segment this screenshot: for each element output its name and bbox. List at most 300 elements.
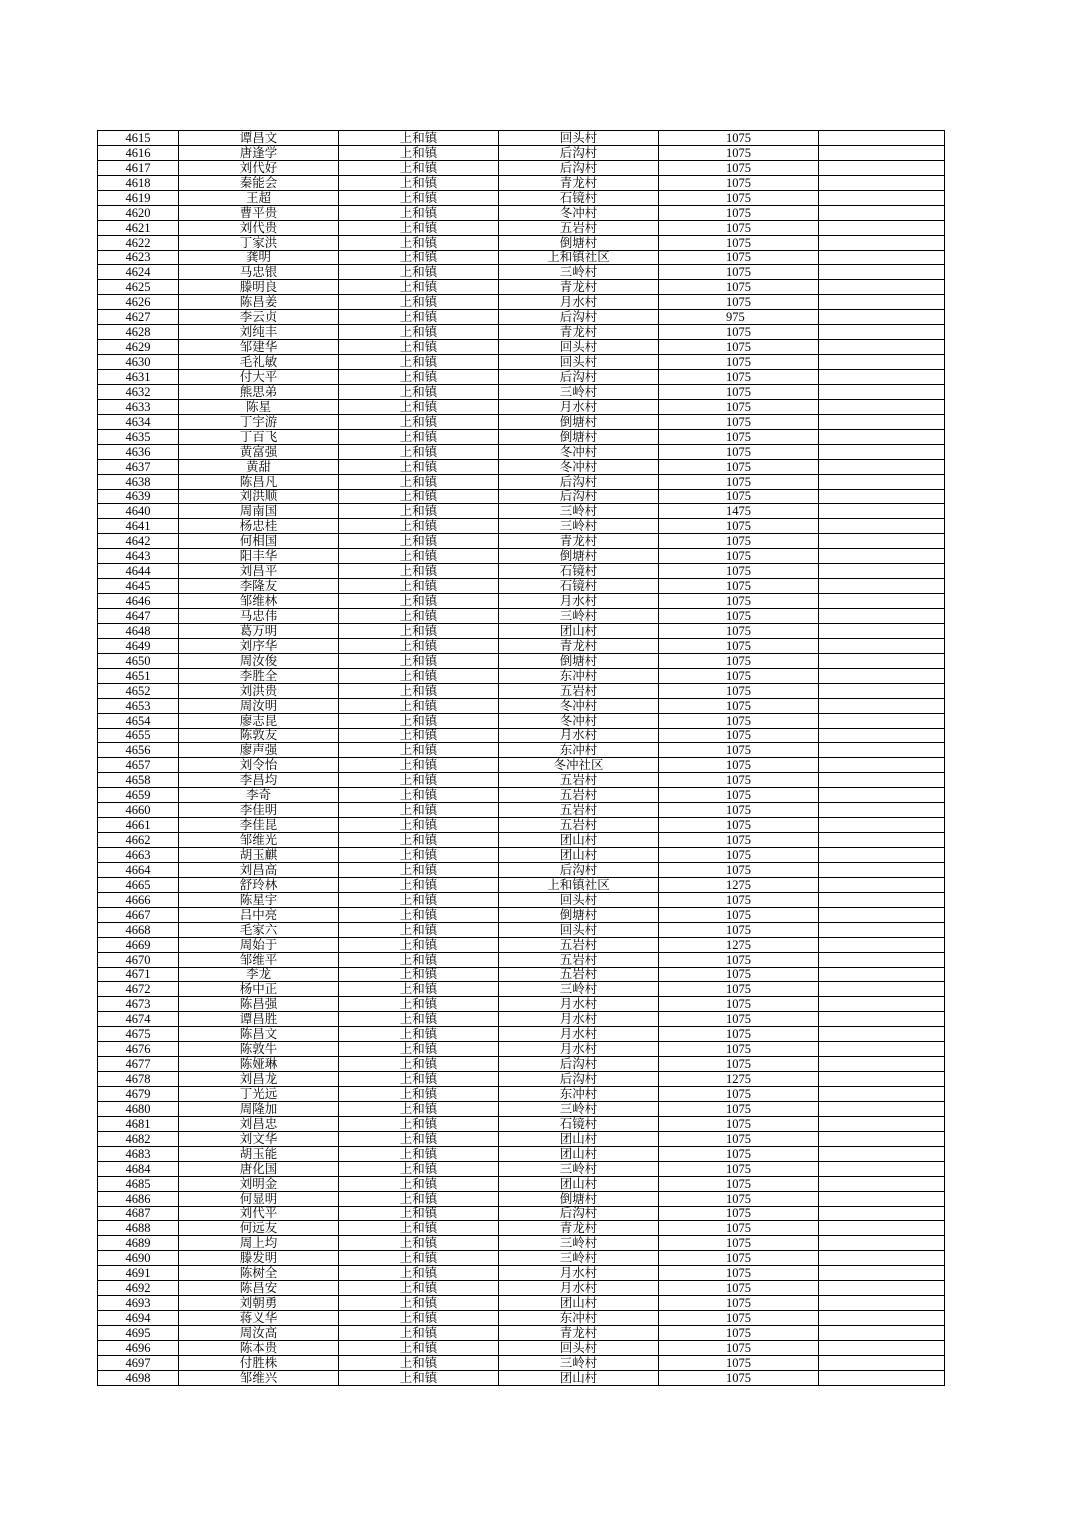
data-table <box>97 130 945 1386</box>
cell-name: 周上均 <box>179 1236 339 1251</box>
cell-name: 何显明 <box>179 1191 339 1206</box>
cell-town: 上和镇 <box>339 997 499 1012</box>
table-row <box>98 1116 945 1131</box>
cell-name: 丁宇游 <box>179 414 339 429</box>
cell-remark <box>819 414 945 429</box>
cell-remark <box>819 1221 945 1236</box>
cell-name: 陈树全 <box>179 1266 339 1281</box>
cell-name: 何相国 <box>179 534 339 549</box>
cell-town: 上和镇 <box>339 1116 499 1131</box>
cell-village: 倒塘村 <box>499 414 659 429</box>
cell-name: 刘序华 <box>179 638 339 653</box>
cell-village: 青龙村 <box>499 1326 659 1341</box>
cell-village: 团山村 <box>499 623 659 638</box>
cell-name: 黄甜 <box>179 459 339 474</box>
cell-number: 4697 <box>98 1355 179 1370</box>
cell-village: 三岭村 <box>499 1101 659 1116</box>
cell-remark <box>819 982 945 997</box>
cell-amount: 1075 <box>659 370 819 385</box>
cell-amount: 1075 <box>659 773 819 788</box>
cell-name: 廖志昆 <box>179 713 339 728</box>
cell-number: 4694 <box>98 1311 179 1326</box>
cell-village: 石镜村 <box>499 564 659 579</box>
cell-town: 上和镇 <box>339 355 499 370</box>
cell-remark <box>819 370 945 385</box>
cell-remark <box>819 967 945 982</box>
cell-remark <box>819 937 945 952</box>
cell-name: 邹维平 <box>179 952 339 967</box>
cell-village: 五岩村 <box>499 788 659 803</box>
cell-remark <box>819 1131 945 1146</box>
cell-town: 上和镇 <box>339 414 499 429</box>
cell-name: 刘洪顺 <box>179 489 339 504</box>
cell-village: 三岭村 <box>499 1161 659 1176</box>
cell-remark <box>819 235 945 250</box>
cell-number: 4663 <box>98 848 179 863</box>
cell-name: 邹建华 <box>179 340 339 355</box>
cell-name: 刘昌高 <box>179 862 339 877</box>
table-row <box>98 160 945 175</box>
cell-remark <box>819 638 945 653</box>
cell-number: 4669 <box>98 937 179 952</box>
cell-town: 上和镇 <box>339 1251 499 1266</box>
cell-name: 杨忠桂 <box>179 519 339 534</box>
cell-village: 月水村 <box>499 399 659 414</box>
cell-name: 付大平 <box>179 370 339 385</box>
cell-remark <box>819 429 945 444</box>
cell-amount: 1075 <box>659 220 819 235</box>
cell-number: 4631 <box>98 370 179 385</box>
table-row <box>98 937 945 952</box>
cell-town: 上和镇 <box>339 429 499 444</box>
cell-town: 上和镇 <box>339 1161 499 1176</box>
cell-name: 周始于 <box>179 937 339 952</box>
cell-amount: 1075 <box>659 788 819 803</box>
table-row <box>98 370 945 385</box>
table-row <box>98 175 945 190</box>
cell-name: 滕发明 <box>179 1251 339 1266</box>
cell-town: 上和镇 <box>339 1042 499 1057</box>
cell-village: 月水村 <box>499 1042 659 1057</box>
table-row <box>98 638 945 653</box>
cell-number: 4673 <box>98 997 179 1012</box>
cell-town: 上和镇 <box>339 1281 499 1296</box>
cell-remark <box>819 1311 945 1326</box>
cell-amount: 1075 <box>659 564 819 579</box>
cell-amount: 1075 <box>659 1057 819 1072</box>
cell-amount: 1075 <box>659 459 819 474</box>
table-row <box>98 1042 945 1057</box>
table-row <box>98 235 945 250</box>
cell-amount: 1075 <box>659 1176 819 1191</box>
cell-village: 月水村 <box>499 1281 659 1296</box>
cell-amount: 1275 <box>659 937 819 952</box>
cell-town: 上和镇 <box>339 399 499 414</box>
cell-remark <box>819 504 945 519</box>
cell-town: 上和镇 <box>339 220 499 235</box>
cell-amount: 1075 <box>659 295 819 310</box>
cell-town: 上和镇 <box>339 280 499 295</box>
cell-name: 李昌均 <box>179 773 339 788</box>
cell-village: 倒塘村 <box>499 653 659 668</box>
table-row <box>98 1146 945 1161</box>
cell-town: 上和镇 <box>339 877 499 892</box>
table-row <box>98 1355 945 1370</box>
cell-amount: 1075 <box>659 1012 819 1027</box>
cell-village: 青龙村 <box>499 1221 659 1236</box>
cell-amount: 1075 <box>659 1131 819 1146</box>
cell-remark <box>819 1101 945 1116</box>
cell-number: 4627 <box>98 310 179 325</box>
cell-number: 4672 <box>98 982 179 997</box>
cell-name: 胡玉麒 <box>179 848 339 863</box>
cell-number: 4648 <box>98 623 179 638</box>
cell-name: 刘纯丰 <box>179 325 339 340</box>
cell-village: 三岭村 <box>499 504 659 519</box>
cell-number: 4646 <box>98 594 179 609</box>
cell-number: 4670 <box>98 952 179 967</box>
table-row <box>98 862 945 877</box>
cell-remark <box>819 564 945 579</box>
cell-remark <box>819 594 945 609</box>
cell-village: 回头村 <box>499 892 659 907</box>
cell-name: 刘洪贵 <box>179 683 339 698</box>
cell-number: 4686 <box>98 1191 179 1206</box>
cell-name: 邹维林 <box>179 594 339 609</box>
table-row <box>98 653 945 668</box>
cell-remark <box>819 295 945 310</box>
cell-remark <box>819 907 945 922</box>
table-row <box>98 758 945 773</box>
cell-amount: 1075 <box>659 1087 819 1102</box>
cell-name: 胡玉能 <box>179 1146 339 1161</box>
cell-amount: 1075 <box>659 668 819 683</box>
cell-number: 4644 <box>98 564 179 579</box>
cell-town: 上和镇 <box>339 190 499 205</box>
cell-amount: 1075 <box>659 160 819 175</box>
table-row <box>98 265 945 280</box>
cell-town: 上和镇 <box>339 788 499 803</box>
cell-remark <box>819 683 945 698</box>
cell-amount: 1075 <box>659 414 819 429</box>
cell-number: 4647 <box>98 609 179 624</box>
cell-name: 周隆加 <box>179 1101 339 1116</box>
table-row <box>98 1296 945 1311</box>
cell-name: 陈昌凡 <box>179 474 339 489</box>
cell-town: 上和镇 <box>339 1012 499 1027</box>
cell-amount: 1075 <box>659 1370 819 1385</box>
cell-town: 上和镇 <box>339 1355 499 1370</box>
cell-number: 4654 <box>98 713 179 728</box>
cell-name: 丁光远 <box>179 1087 339 1102</box>
cell-remark <box>819 205 945 220</box>
cell-village: 后沟村 <box>499 1206 659 1221</box>
cell-name: 陈本贵 <box>179 1340 339 1355</box>
cell-number: 4649 <box>98 638 179 653</box>
cell-number: 4621 <box>98 220 179 235</box>
cell-number: 4645 <box>98 579 179 594</box>
cell-amount: 1075 <box>659 175 819 190</box>
table-row <box>98 907 945 922</box>
cell-village: 月水村 <box>499 295 659 310</box>
cell-name: 刘昌忠 <box>179 1116 339 1131</box>
cell-number: 4691 <box>98 1266 179 1281</box>
cell-remark <box>819 1027 945 1042</box>
cell-town: 上和镇 <box>339 1296 499 1311</box>
table-row <box>98 803 945 818</box>
cell-village: 冬冲村 <box>499 713 659 728</box>
table-row <box>98 713 945 728</box>
cell-number: 4696 <box>98 1340 179 1355</box>
cell-remark <box>819 310 945 325</box>
cell-remark <box>819 280 945 295</box>
cell-remark <box>819 922 945 937</box>
cell-town: 上和镇 <box>339 384 499 399</box>
cell-amount: 1075 <box>659 609 819 624</box>
cell-remark <box>819 444 945 459</box>
cell-remark <box>819 773 945 788</box>
cell-amount: 1075 <box>659 205 819 220</box>
cell-village: 后沟村 <box>499 862 659 877</box>
table-row <box>98 1326 945 1341</box>
cell-name: 刘明金 <box>179 1176 339 1191</box>
cell-number: 4634 <box>98 414 179 429</box>
cell-remark <box>819 713 945 728</box>
cell-town: 上和镇 <box>339 534 499 549</box>
cell-remark <box>819 848 945 863</box>
table-row <box>98 833 945 848</box>
cell-village: 月水村 <box>499 997 659 1012</box>
cell-amount: 1075 <box>659 848 819 863</box>
cell-name: 刘昌龙 <box>179 1072 339 1087</box>
cell-amount: 1075 <box>659 1191 819 1206</box>
cell-remark <box>819 833 945 848</box>
cell-remark <box>819 325 945 340</box>
cell-town: 上和镇 <box>339 653 499 668</box>
cell-name: 龚明 <box>179 250 339 265</box>
cell-amount: 1075 <box>659 683 819 698</box>
cell-remark <box>819 997 945 1012</box>
cell-amount: 1075 <box>659 384 819 399</box>
cell-town: 上和镇 <box>339 444 499 459</box>
cell-village: 五岩村 <box>499 818 659 833</box>
cell-amount: 1075 <box>659 429 819 444</box>
cell-town: 上和镇 <box>339 982 499 997</box>
cell-name: 吕中亮 <box>179 907 339 922</box>
cell-amount: 1075 <box>659 833 819 848</box>
cell-name: 毛礼敏 <box>179 355 339 370</box>
cell-town: 上和镇 <box>339 1236 499 1251</box>
cell-number: 4679 <box>98 1087 179 1102</box>
cell-number: 4661 <box>98 818 179 833</box>
cell-amount: 1075 <box>659 145 819 160</box>
table-row <box>98 1012 945 1027</box>
cell-village: 三岭村 <box>499 265 659 280</box>
cell-amount: 1075 <box>659 235 819 250</box>
cell-remark <box>819 728 945 743</box>
table-row <box>98 1191 945 1206</box>
cell-name: 李奇 <box>179 788 339 803</box>
cell-amount: 1075 <box>659 250 819 265</box>
cell-name: 丁家洪 <box>179 235 339 250</box>
cell-number: 4690 <box>98 1251 179 1266</box>
table-row <box>98 190 945 205</box>
table-row <box>98 429 945 444</box>
cell-name: 唐化国 <box>179 1161 339 1176</box>
table-row <box>98 220 945 235</box>
cell-name: 周汝明 <box>179 698 339 713</box>
cell-remark <box>819 1176 945 1191</box>
cell-amount: 1075 <box>659 579 819 594</box>
cell-number: 4638 <box>98 474 179 489</box>
table-row <box>98 982 945 997</box>
cell-amount: 1075 <box>659 1206 819 1221</box>
cell-amount: 1075 <box>659 1266 819 1281</box>
cell-amount: 1075 <box>659 1355 819 1370</box>
cell-name: 滕明良 <box>179 280 339 295</box>
cell-number: 4622 <box>98 235 179 250</box>
cell-village: 冬冲村 <box>499 698 659 713</box>
cell-village: 后沟村 <box>499 489 659 504</box>
cell-amount: 1075 <box>659 758 819 773</box>
cell-amount: 1075 <box>659 534 819 549</box>
cell-remark <box>819 698 945 713</box>
cell-village: 石镜村 <box>499 1116 659 1131</box>
cell-amount: 1075 <box>659 325 819 340</box>
cell-remark <box>819 519 945 534</box>
cell-number: 4650 <box>98 653 179 668</box>
cell-town: 上和镇 <box>339 1087 499 1102</box>
cell-remark <box>819 1057 945 1072</box>
cell-amount: 1075 <box>659 1340 819 1355</box>
cell-remark <box>819 1191 945 1206</box>
cell-amount: 975 <box>659 310 819 325</box>
cell-amount: 1075 <box>659 653 819 668</box>
cell-village: 五岩村 <box>499 952 659 967</box>
cell-remark <box>819 803 945 818</box>
cell-town: 上和镇 <box>339 907 499 922</box>
cell-village: 上和镇社区 <box>499 250 659 265</box>
cell-town: 上和镇 <box>339 459 499 474</box>
cell-village: 后沟村 <box>499 160 659 175</box>
cell-number: 4658 <box>98 773 179 788</box>
cell-name: 丁百飞 <box>179 429 339 444</box>
cell-remark <box>819 1012 945 1027</box>
cell-village: 回头村 <box>499 340 659 355</box>
cell-remark <box>819 459 945 474</box>
cell-amount: 1075 <box>659 803 819 818</box>
cell-remark <box>819 250 945 265</box>
cell-town: 上和镇 <box>339 1191 499 1206</box>
cell-amount: 1275 <box>659 877 819 892</box>
cell-number: 4659 <box>98 788 179 803</box>
cell-amount: 1075 <box>659 1296 819 1311</box>
table-row <box>98 549 945 564</box>
cell-number: 4682 <box>98 1131 179 1146</box>
cell-amount: 1075 <box>659 743 819 758</box>
cell-name: 曹平贵 <box>179 205 339 220</box>
cell-number: 4624 <box>98 265 179 280</box>
cell-number: 4617 <box>98 160 179 175</box>
cell-number: 4681 <box>98 1116 179 1131</box>
cell-amount: 1075 <box>659 1146 819 1161</box>
cell-amount: 1075 <box>659 1281 819 1296</box>
cell-remark <box>819 1340 945 1355</box>
cell-number: 4615 <box>98 131 179 146</box>
cell-remark <box>819 355 945 370</box>
table-row <box>98 1221 945 1236</box>
table-row <box>98 728 945 743</box>
cell-town: 上和镇 <box>339 504 499 519</box>
cell-town: 上和镇 <box>339 549 499 564</box>
table-row <box>98 683 945 698</box>
table-row <box>98 355 945 370</box>
cell-remark <box>819 758 945 773</box>
cell-name: 葛万明 <box>179 623 339 638</box>
cell-number: 4636 <box>98 444 179 459</box>
cell-town: 上和镇 <box>339 803 499 818</box>
cell-amount: 1075 <box>659 1116 819 1131</box>
cell-village: 冬冲村 <box>499 459 659 474</box>
cell-name: 陈星 <box>179 399 339 414</box>
cell-town: 上和镇 <box>339 175 499 190</box>
table-row <box>98 399 945 414</box>
cell-town: 上和镇 <box>339 1311 499 1326</box>
cell-number: 4667 <box>98 907 179 922</box>
cell-amount: 1075 <box>659 967 819 982</box>
cell-village: 月水村 <box>499 1266 659 1281</box>
cell-name: 陈星宇 <box>179 892 339 907</box>
table-row <box>98 1311 945 1326</box>
cell-number: 4643 <box>98 549 179 564</box>
cell-name: 刘朝勇 <box>179 1296 339 1311</box>
cell-number: 4651 <box>98 668 179 683</box>
cell-town: 上和镇 <box>339 579 499 594</box>
cell-number: 4618 <box>98 175 179 190</box>
cell-remark <box>819 1116 945 1131</box>
cell-remark <box>819 131 945 146</box>
cell-amount: 1275 <box>659 1072 819 1087</box>
cell-number: 4688 <box>98 1221 179 1236</box>
table-row <box>98 698 945 713</box>
cell-town: 上和镇 <box>339 952 499 967</box>
cell-number: 4666 <box>98 892 179 907</box>
cell-number: 4629 <box>98 340 179 355</box>
cell-village: 月水村 <box>499 1027 659 1042</box>
cell-number: 4641 <box>98 519 179 534</box>
cell-remark <box>819 743 945 758</box>
cell-village: 冬冲村 <box>499 444 659 459</box>
cell-amount: 1075 <box>659 818 819 833</box>
cell-number: 4674 <box>98 1012 179 1027</box>
cell-amount: 1075 <box>659 623 819 638</box>
cell-village: 团山村 <box>499 848 659 863</box>
cell-village: 倒塘村 <box>499 235 659 250</box>
cell-amount: 1075 <box>659 355 819 370</box>
cell-village: 后沟村 <box>499 1057 659 1072</box>
table-row <box>98 280 945 295</box>
cell-village: 后沟村 <box>499 474 659 489</box>
cell-village: 五岩村 <box>499 683 659 698</box>
cell-remark <box>819 1087 945 1102</box>
cell-name: 阳丰华 <box>179 549 339 564</box>
cell-village: 团山村 <box>499 1296 659 1311</box>
cell-village: 青龙村 <box>499 175 659 190</box>
cell-amount: 1075 <box>659 997 819 1012</box>
cell-amount: 1075 <box>659 952 819 967</box>
table-row <box>98 310 945 325</box>
cell-town: 上和镇 <box>339 623 499 638</box>
